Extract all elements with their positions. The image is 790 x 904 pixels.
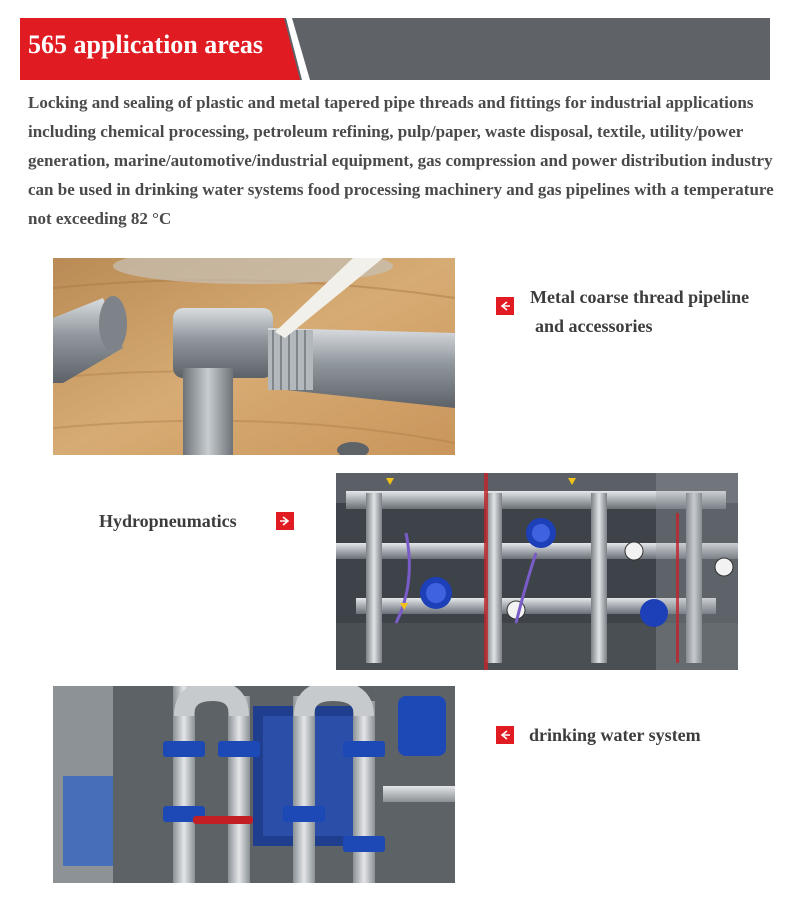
industrial-piping-gauges-photo [336,473,738,670]
arrow-left-icon [496,297,514,315]
label-line-1: Metal coarse thread pipeline [530,287,750,307]
water-system-pipes-valves-photo [53,686,455,883]
page-title: 565 application areas [28,30,263,59]
label-metal-coarse-thread [530,283,749,341]
label-line-2: and accessories [535,316,653,336]
label-hydropneumatics: Hydropneumatics [99,511,237,531]
label-drinking-water-system: drinking water system [529,725,701,745]
intro-paragraph: Locking and sealing of plastic and metal tapered pipe threads and fittings for industrial applications including chemical processing, petroleum refining, pulp/paper, waste disposal, textile, utility/power generation, marine/automotive/industrial equipment, gas compression and power distribution industry can be used in drinking water systems food processing machinery and gas pipelines with a temperature not exceeding 82 °C [28,93,774,228]
arrow-left-icon [496,726,514,744]
arrow-right-icon [276,512,294,530]
threaded-pipe-fitting-photo [53,258,455,455]
